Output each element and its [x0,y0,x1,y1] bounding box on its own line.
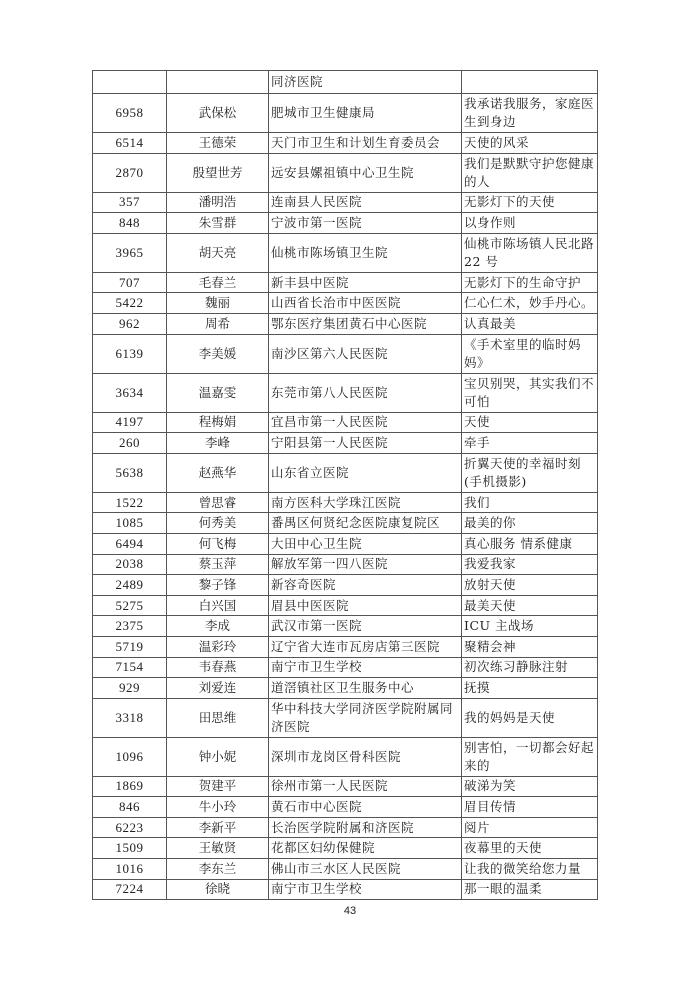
table-row [93,293,598,314]
table-row [93,698,598,737]
entry-id: 2038 [93,554,167,575]
entry-id: 1869 [93,776,167,797]
entry-name: 李美媛 [167,334,269,373]
entry-organization: 眉县中医医院 [269,595,462,616]
table-row [93,133,598,154]
entry-name: 田思维 [167,698,269,737]
entry-name: 何秀美 [167,513,269,534]
entry-id: 3318 [93,698,167,737]
table-row [93,94,598,133]
entry-name: 李成 [167,616,269,637]
entry-id: 5638 [93,453,167,492]
entry-id: 707 [93,272,167,293]
entry-id: 929 [93,678,167,699]
entry-organization: 宁阳县第一人民医院 [269,433,462,454]
entry-id: 6494 [93,533,167,554]
table-row [93,657,598,678]
entry-name: 蔡玉萍 [167,554,269,575]
entry-title: 那一眼的温柔 [462,879,598,900]
entry-id: 1085 [93,513,167,534]
entry-name: 曾思睿 [167,492,269,513]
entry-title: 牵手 [462,433,598,454]
entry-name: 朱雪群 [167,213,269,234]
entry-organization: 天门市卫生和计划生育委员会 [269,133,462,154]
entry-id: 2870 [93,153,167,192]
table-row [93,233,598,272]
entry-title: 最美天使 [462,595,598,616]
entry-organization: 南宁市卫生学校 [269,657,462,678]
table-row [93,636,598,657]
entry-name: 李东兰 [167,859,269,880]
entry-organization: 辽宁省大连市瓦房店第三医院 [269,636,462,657]
entry-id: 5719 [93,636,167,657]
entry-title: 宝贝别哭，其实我们不可怕 [462,373,598,412]
table-row [93,859,598,880]
table-row [93,513,598,534]
entry-name: 殷望世芳 [167,153,269,192]
table-row [93,433,598,454]
table-row [93,453,598,492]
entry-title: 夜幕里的天使 [462,838,598,859]
entry-title: 我们 [462,492,598,513]
entry-title: 真心服务 情系健康 [462,533,598,554]
entry-name: 贺建平 [167,776,269,797]
entry-id: 1016 [93,859,167,880]
table-row [93,817,598,838]
entry-name: 魏丽 [167,293,269,314]
entry-organization: 番禺区何贤纪念医院康复院区 [269,513,462,534]
entry-organization: 解放军第一四八医院 [269,554,462,575]
entry-title: 抚摸 [462,678,598,699]
table-row [93,776,598,797]
entry-name: 徐晓 [167,879,269,900]
entry-name: 周希 [167,313,269,334]
entry-name: 武保松 [167,94,269,133]
table-row [93,797,598,818]
entry-title: 《手术室里的临时妈妈》 [462,334,598,373]
entry-organization: 佛山市三水区人民医院 [269,859,462,880]
entry-organization: 宜昌市第一人民医院 [269,412,462,433]
entry-id: 7224 [93,879,167,900]
entry-organization: 远安县嫘祖镇中心卫生院 [269,153,462,192]
entry-title: 仁心仁术，妙手丹心。 [462,293,598,314]
entry-title: 眉目传情 [462,797,598,818]
table-row [93,412,598,433]
entry-title: 聚精会神 [462,636,598,657]
table-row [93,71,598,94]
entry-title: 天使的风采 [462,133,598,154]
entry-name: 韦春燕 [167,657,269,678]
entry-organization: 华中科技大学同济医学院附属同济医院 [269,698,462,737]
entry-organization: 大田中心卫生院 [269,533,462,554]
entry-organization: 新丰县中医院 [269,272,462,293]
table-row [93,533,598,554]
entry-id: 7154 [93,657,167,678]
entry-name: 程梅娟 [167,412,269,433]
entry-id: 2375 [93,616,167,637]
entry-id: 3965 [93,233,167,272]
entry-organization: 徐州市第一人民医院 [269,776,462,797]
entry-id: 5422 [93,293,167,314]
entry-title: 我的妈妈是天使 [462,698,598,737]
entry-name: 毛春兰 [167,272,269,293]
entry-title: 最美的你 [462,513,598,534]
entry-organization: 山西省长治市中医医院 [269,293,462,314]
entry-title: 我承诺我服务，家庭医生到身边 [462,94,598,133]
entry-id: 1522 [93,492,167,513]
entry-id: 260 [93,433,167,454]
entry-title: 别害怕，一切都会好起来的 [462,737,598,776]
entry-name: 温嘉雯 [167,373,269,412]
entry-organization: 鄂东医疗集团黄石中心医院 [269,313,462,334]
entry-name: 牛小玲 [167,797,269,818]
entry-title: 让我的微笑给您力量 [462,859,598,880]
table-row [93,554,598,575]
entry-id: 5275 [93,595,167,616]
entry-title: 破涕为笑 [462,776,598,797]
entry-id: 962 [93,313,167,334]
entry-id: 4197 [93,412,167,433]
entry-title: ICU 主战场 [462,616,598,637]
entry-id: 2489 [93,575,167,596]
entry-organization: 花都区妇幼保健院 [269,838,462,859]
entry-organization: 南方医科大学珠江医院 [269,492,462,513]
entry-title: 初次练习静脉注射 [462,657,598,678]
entry-name: 王德荣 [167,133,269,154]
table-row [93,334,598,373]
entry-id: 6514 [93,133,167,154]
entry-id: 1509 [93,838,167,859]
entry-organization: 同济医院 [269,71,462,94]
table-row [93,153,598,192]
entry-name: 钟小妮 [167,737,269,776]
entry-title: 仙桃市陈场镇人民北路 22 号 [462,233,598,272]
entry-name: 黎子锋 [167,575,269,596]
entry-organization: 武汉市第一医院 [269,616,462,637]
entry-id: 6958 [93,94,167,133]
entry-name: 胡天亮 [167,233,269,272]
table-row [93,737,598,776]
entry-organization: 宁波市第一医院 [269,213,462,234]
entry-organization: 仙桃市陈场镇卫生院 [269,233,462,272]
entry-name: 温彩玲 [167,636,269,657]
entry-id: 6223 [93,817,167,838]
table-row [93,492,598,513]
entry-organization: 东莞市第八人民医院 [269,373,462,412]
table-row [93,313,598,334]
table-row [93,838,598,859]
table-row [93,575,598,596]
entry-name: 白兴国 [167,595,269,616]
table-row [93,678,598,699]
page-number: 43 [343,905,357,917]
table-row [93,879,598,900]
entry-name: 王敏贤 [167,838,269,859]
entry-name: 刘爱连 [167,678,269,699]
entry-organization: 长治医学院附属和济医院 [269,817,462,838]
entry-title: 无影灯下的天使 [462,192,598,213]
entry-title: 以身作则 [462,213,598,234]
entry-organization: 南宁市卫生学校 [269,879,462,900]
entry-organization: 山东省立医院 [269,453,462,492]
entry-id: 3634 [93,373,167,412]
table-row [93,272,598,293]
entry-title: 我们是默默守护您健康的人 [462,153,598,192]
entry-title: 阅片 [462,817,598,838]
entry-organization: 新容奇医院 [269,575,462,596]
entry-name [167,71,269,94]
table-row [93,213,598,234]
entry-id: 1096 [93,737,167,776]
entry-id: 846 [93,797,167,818]
entry-title [462,71,598,94]
entry-id: 848 [93,213,167,234]
entry-organization: 南沙区第六人民医院 [269,334,462,373]
entry-organization: 道滘镇社区卫生服务中心 [269,678,462,699]
entry-id: 6139 [93,334,167,373]
entry-name: 赵燕华 [167,453,269,492]
entries-table [92,70,598,900]
entry-organization: 肥城市卫生健康局 [269,94,462,133]
entry-organization: 深圳市龙岗区骨科医院 [269,737,462,776]
table-row [93,192,598,213]
entry-title: 天使 [462,412,598,433]
table-row [93,373,598,412]
table-row [93,595,598,616]
entry-name: 潘明浩 [167,192,269,213]
entry-id [93,71,167,94]
entry-name: 李峰 [167,433,269,454]
entry-name: 何飞梅 [167,533,269,554]
entry-organization: 黄石市中心医院 [269,797,462,818]
entry-title: 放射天使 [462,575,598,596]
entry-name: 李新平 [167,817,269,838]
entry-title: 我爱我家 [462,554,598,575]
entry-title: 认真最美 [462,313,598,334]
entry-id: 357 [93,192,167,213]
table-row [93,616,598,637]
entry-title: 折翼天使的幸福时刻(手机摄影) [462,453,598,492]
entry-organization: 连南县人民医院 [269,192,462,213]
entry-title: 无影灯下的生命守护 [462,272,598,293]
